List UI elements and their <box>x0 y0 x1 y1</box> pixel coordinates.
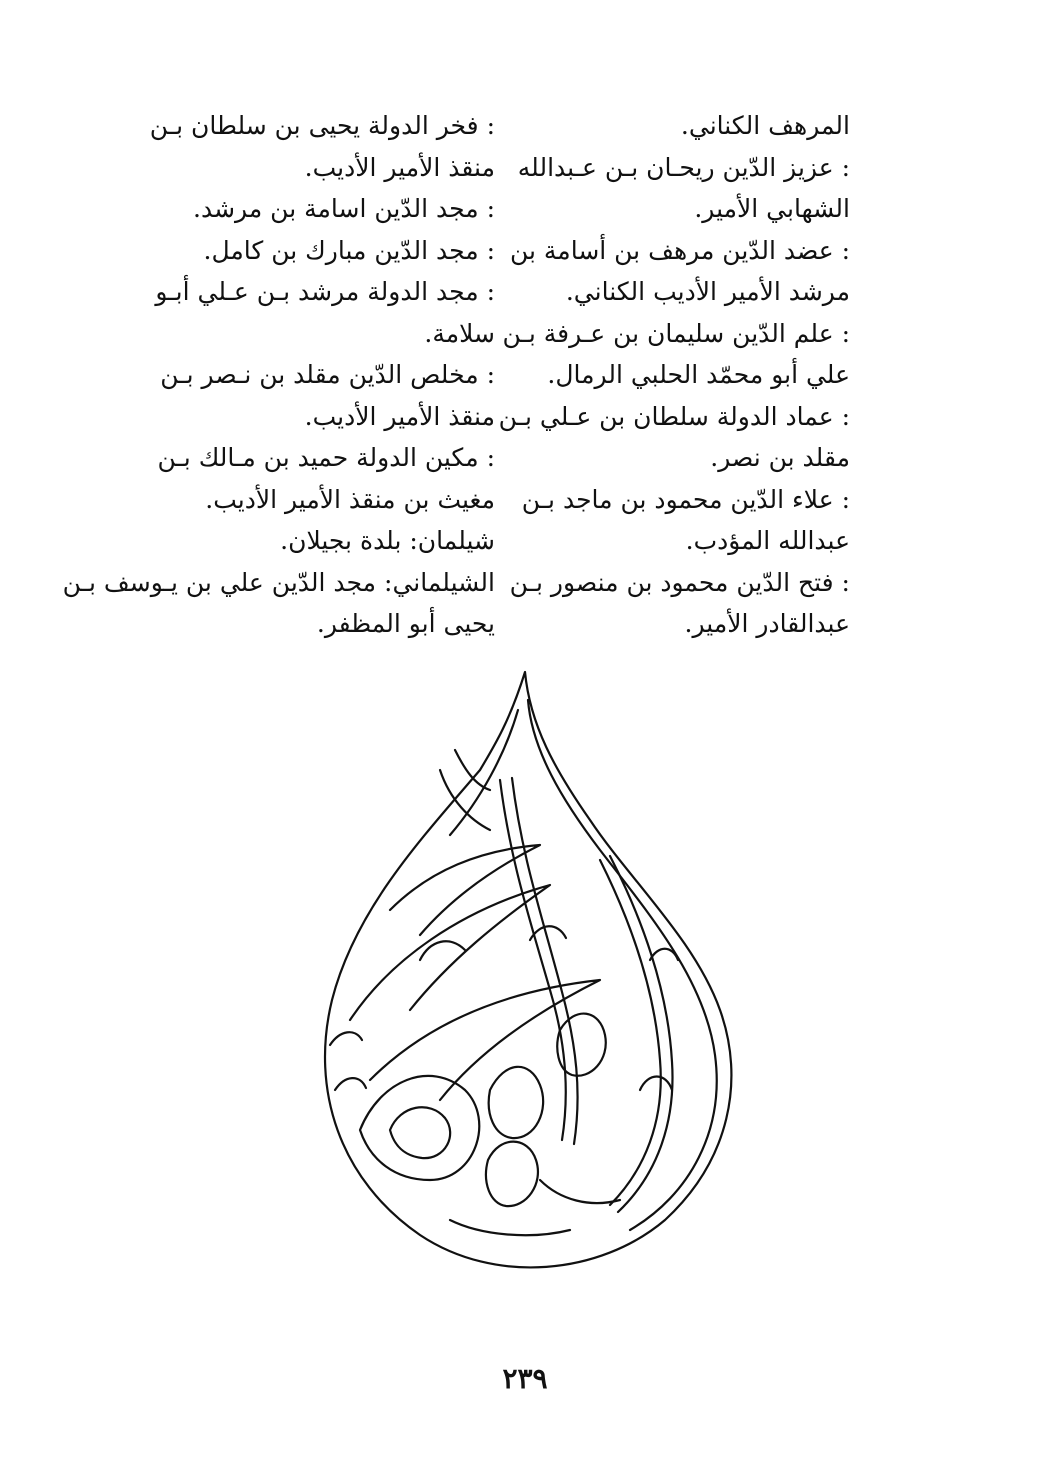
text-line: عبدالقادر الأمير. <box>684 609 850 638</box>
text-line: منقذ الأمير الأديب. <box>304 401 495 431</box>
right-column <box>498 105 850 645</box>
text-line: مقلد بن نصر. <box>710 443 850 472</box>
text-line: : مجد الدّين مبارك بن كامل. <box>203 235 495 265</box>
text-line: شيلمان: بلدة بجيلان. <box>280 526 495 555</box>
page-number: ٢٣٩ <box>502 1362 548 1395</box>
text-line: سلامة. <box>424 318 495 348</box>
text-line: : عضد الدّين مرهف بن أسامة بن <box>509 235 850 265</box>
text-line: المرهف الكناني. <box>680 111 850 140</box>
calligraphy-teardrop-ornament-icon <box>300 660 760 1290</box>
text-line: يحيى أبو المظفر. <box>316 609 495 638</box>
text-line: الشيلماني: مجد الدّين علي بن يـوسف بـن <box>62 567 495 597</box>
text-line: الشهابي الأمير. <box>694 194 850 223</box>
text-line: عبدالله المؤدب. <box>685 526 850 555</box>
text-line: مرشد الأمير الأديب الكناني. <box>565 277 850 306</box>
text-line: : مكين الدولة حميد بن مـالك بـن <box>157 443 495 472</box>
text-line: : علم الدّين سليمان بن عـرفة بـن <box>502 318 850 348</box>
text-line: : مجد الدّين اسامة بن مرشد. <box>193 194 495 223</box>
text-line: : عماد الدولة سلطان بن عـلي بـن <box>498 401 850 431</box>
text-line: علي أبو محمّد الحلبي الرمال. <box>547 360 850 389</box>
text-line: : مجد الدولة مرشد بـن عـلي أبـو <box>155 277 495 306</box>
text-line: : عزيز الدّين ريحـان بـن عـبدالله <box>517 152 850 182</box>
text-line: مغيث بن منقذ الأمير الأديب. <box>205 484 495 514</box>
text-line: : فتح الدّين محمود بن منصور بـن <box>509 567 850 597</box>
text-line: : مخلص الدّين مقلد بن نـصر بـن <box>160 360 495 389</box>
text-line: : علاء الدّين محمود بن ماجد بـن <box>521 484 850 514</box>
text-line: : فخر الدولة يحيى بن سلطان بـن <box>149 111 495 140</box>
left-column <box>62 105 495 645</box>
text-line: منقذ الأمير الأديب. <box>304 152 495 182</box>
